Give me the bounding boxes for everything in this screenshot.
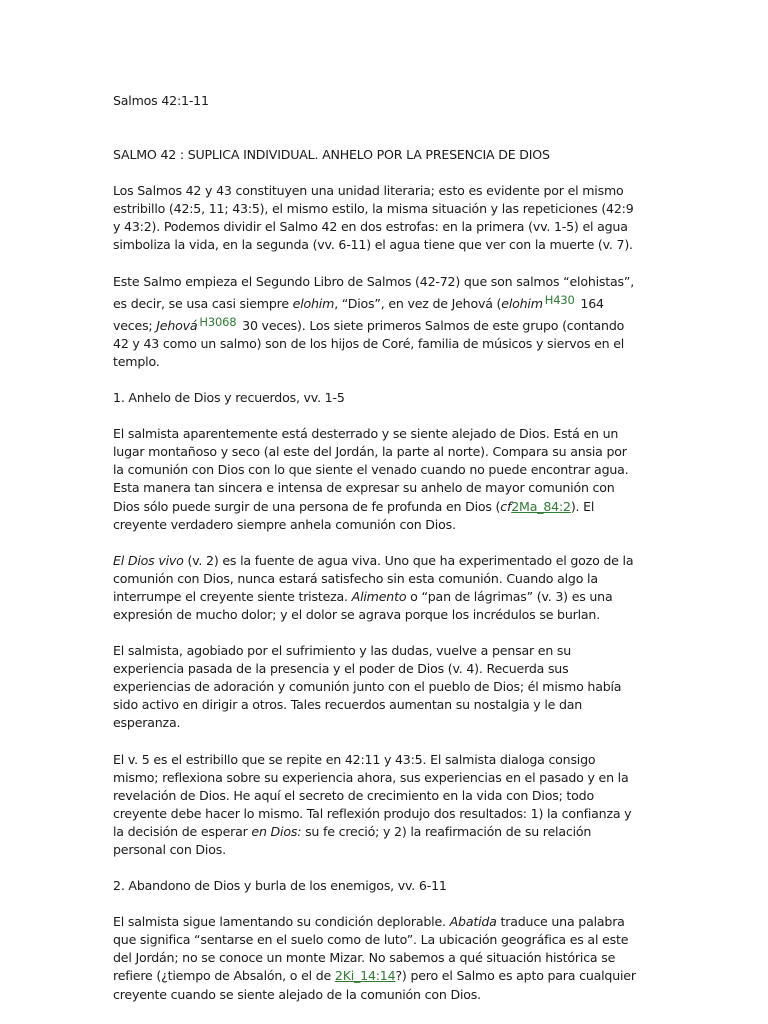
text: El v. 5 es el estribillo que se repite en 42:11 y 43:5. El salmista dialoga consigo mismo; reflexiona sobre su experiencia ahora, sus experiencias en el pasado y en la revelación de Dios. He aquí el secreto de crecimiento en la vida con Dios; todo creyente debe hacer lo mismo. Tal reflexión produjo dos resultados: 1) la confianza y la decisión de esperar [113, 751, 632, 839]
section-1-title: 1. Anhelo de Dios y recuerdos, vv. 1-5 [113, 390, 345, 406]
text: ?) pero el Salmo es apto para cualquier creyente cuando se siente alejado de la comunión con Dios. [113, 968, 636, 1002]
paragraph-6 [113, 751, 638, 860]
italic-term: en Dios: [251, 823, 302, 839]
paragraph-2 [113, 273, 638, 371]
text: ). El creyente verdadero siempre anhela comunión con Dios. [113, 498, 595, 532]
italic-term: Abatida [449, 914, 497, 930]
document-body [113, 92, 638, 1022]
paragraph-1: Los Salmos 42 y 43 constituyen una unidad literaria; esto es evidente por el mismo estribillo (42:5, 11; 43:5), el mismo estilo, la misma situación y las repeticiones (42:9 y 43:2). Podemos dividir el Salmo 42 en dos estrofas: en la primera (vv. 1-5) el agua simboliza la vida, en la segunda (vv. 6-11) el agua tiene que ver con la muerte (v. 7). [113, 183, 634, 253]
text: su fe creció; y 2) la reafirmación de su relación personal con Dios. [113, 823, 592, 857]
document-title: Salmos 42:1-11 [113, 93, 209, 108]
strong-number-link[interactable]: H430 [544, 292, 575, 307]
text: , “Dios”, en vez de Jehová ( [334, 295, 502, 311]
text: El salmista aparentemente está desterrado y se siente alejado de Dios. Está en un lugar montañoso y seco (al este del Jordán, la parte al norte). Compara su ansia por la comunión con Dios con lo que siente el venado cuando no puede encontrar agua. Esta manera tan sincera e intensa de expresar su anhelo de mayor comunión con Dios sólo puede surgir de una persona de fe profunda en Dios ( [113, 426, 629, 514]
text: Este Salmo empieza el Segundo Libro de Salmos (42-72) que son salmos “elohistas”, es decir, se usa casi siempre [113, 273, 635, 311]
section-2-title: 2. Abandono de Dios y burla de los enemigos, vv. 6-11 [113, 878, 447, 894]
scripture-link[interactable]: 2Ki_14:14 [334, 968, 396, 984]
text: traduce una palabra que significa “sentarse en el suelo como de luto”. La ubicación geográfica es al este del Jordán; no se conoce un monte Mizar. No sabemos a qué situación histórica se refiere (¿tiempo de Absalón, o el de [113, 914, 629, 984]
paragraph-3 [113, 425, 638, 534]
text: 164 veces; [113, 295, 604, 333]
paragraph-5: El salmista, agobiado por el sufrimiento y las dudas, vuelve a pensar en su experiencia pasada de la presencia y el poder de Dios (v. 4). Recuerda sus experiencias de adoración y comunión junto con el pueblo de Dios; él mismo había sido activo en dirigir a otros. Tales recuerdos aumentan su nostalgia y le dan esperanza. [113, 643, 622, 731]
strong-number-link[interactable]: H3068 [199, 314, 237, 329]
italic-term: Jehová [156, 317, 198, 333]
scripture-link[interactable]: 2Ma_84:2 [511, 498, 571, 514]
text: 30 veces). Los siete primeros Salmos de este grupo (contando 42 y 43 como un salmo) son de los hijos de Coré, familia de músicos y siervos en el templo. [113, 317, 625, 369]
text: El salmista sigue lamentando su condición deplorable. [113, 914, 450, 930]
paragraph-4 [113, 552, 638, 624]
text: o “pan de lágrimas” (v. 3) es una expresión de mucho dolor; y el dolor se agrava porque los incrédulos se burlan. [113, 588, 613, 622]
italic-term: elohim [292, 295, 335, 311]
text: (v. 2) es la fuente de agua viva. Uno que ha experimentado el gozo de la comunión con Dios, nunca estará satisfecho sin esta comunión. Cuando algo la interrumpe el creyente siente tristeza. [113, 552, 634, 604]
italic-term: cf [500, 498, 512, 514]
italic-term: El Dios vivo [113, 552, 184, 568]
paragraph-7 [113, 913, 638, 1003]
italic-term: Alimento [351, 588, 407, 604]
section-heading: SALMO 42 : SUPLICA INDIVIDUAL. ANHELO POR LA PRESENCIA DE DIOS [113, 147, 550, 163]
italic-term: elohim [501, 295, 543, 311]
